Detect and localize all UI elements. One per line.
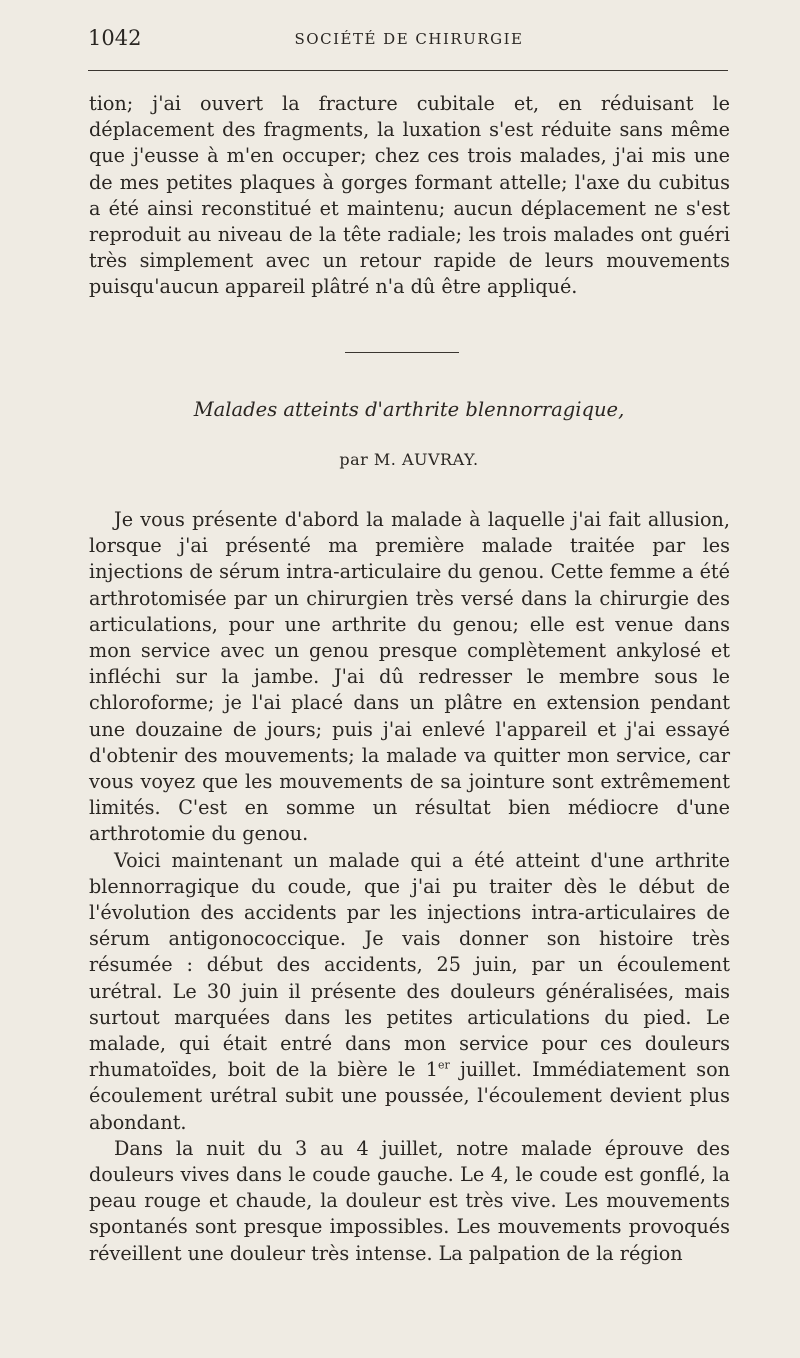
continued-paragraph-block bbox=[89, 91, 730, 301]
section-separator bbox=[345, 352, 459, 353]
article-byline: par M. AUVRAY. bbox=[339, 450, 479, 469]
continued-paragraph: tion; j'ai ouvert la fracture cubitale et, en réduisant le déplacement des fragments, la luxation s'est réduite sans même que j'eusse à m'en occuper; chez ces trois malades, j'ai mis une de mes petites plaques à gorges formant attelle; l'axe du cubitus a été ainsi reconstitué et maintenu; aucun déplacement ne s'est reproduit au niveau de la tête radiale; les trois malades ont guéri très simplement avec un retour rapide de leurs mouvements puisqu'aucun appareil plâtré n'a dû être appliqué. bbox=[89, 92, 730, 299]
paragraph-2-tail: juillet. Immédiatement son écoulement urétral subit une poussée, l'écoulement devient plus abondant. bbox=[89, 1058, 730, 1134]
page-header bbox=[88, 26, 730, 56]
article-paragraph-1: Je vous présente d'abord la malade à laquelle j'ai fait allusion, lorsque j'ai présenté ma première malade traitée par les injections de sérum intra-articulaire du genou. Cette femme a été arthrotomisée par un chirurgien très versé dans la chirurgie des articulations, pour une arthrite du genou; elle est venue dans mon service avec un genou presque complètement ankylosé et infléchi sur la jambe. J'ai dû redresser le membre sous le chloroforme; je l'ai placé dans un plâtre en extension pendant une douzaine de jours; puis j'ai enlevé l'appareil et j'ai essayé d'obtenir des mouvements; la malade va quitter mon service, car vous voyez que les mouvements de sa jointure sont extrêmement limités. C'est en somme un résultat bien médiocre d'une arthrotomie du genou. bbox=[89, 508, 730, 846]
paragraph-2-main: Voici maintenant un malade qui a été atteint d'une arthrite blennorragique du coude, que j'ai pu traiter dès le début de l'évolution des accidents par les injections intra-articulaires de sérum antigonococcique. Je vais donner son histoire très résumée : début des accidents, 25 juin, par un écoulement urétral. Le 30 juin il présente des douleurs généralisées, mais surtout marquées dans les petites articulations du pied. Le malade, qui était entré dans mon service pour ces douleurs rhumatoïdes, boit de la bière le 1 bbox=[89, 848, 730, 1082]
page-number: 1042 bbox=[88, 26, 142, 50]
ordinal-superscript: er bbox=[437, 1058, 450, 1072]
article-title: Malades atteints d'arthrite blennorragique, bbox=[193, 398, 625, 421]
running-title: SOCIÉTÉ DE CHIRURGIE bbox=[294, 30, 524, 48]
article-body bbox=[89, 507, 730, 1267]
header-rule bbox=[88, 70, 728, 71]
article-paragraph-2 bbox=[89, 848, 730, 1136]
article-paragraph-3: Dans la nuit du 3 au 4 juillet, notre malade éprouve des douleurs vives dans le coude gauche. Le 4, le coude est gonflé, la peau rouge et chaude, la douleur est très vive. Les mouvements spontanés sont presque impossibles. Les mouvements provoqués réveillent une douleur très intense. La palpation de la région bbox=[89, 1136, 730, 1265]
